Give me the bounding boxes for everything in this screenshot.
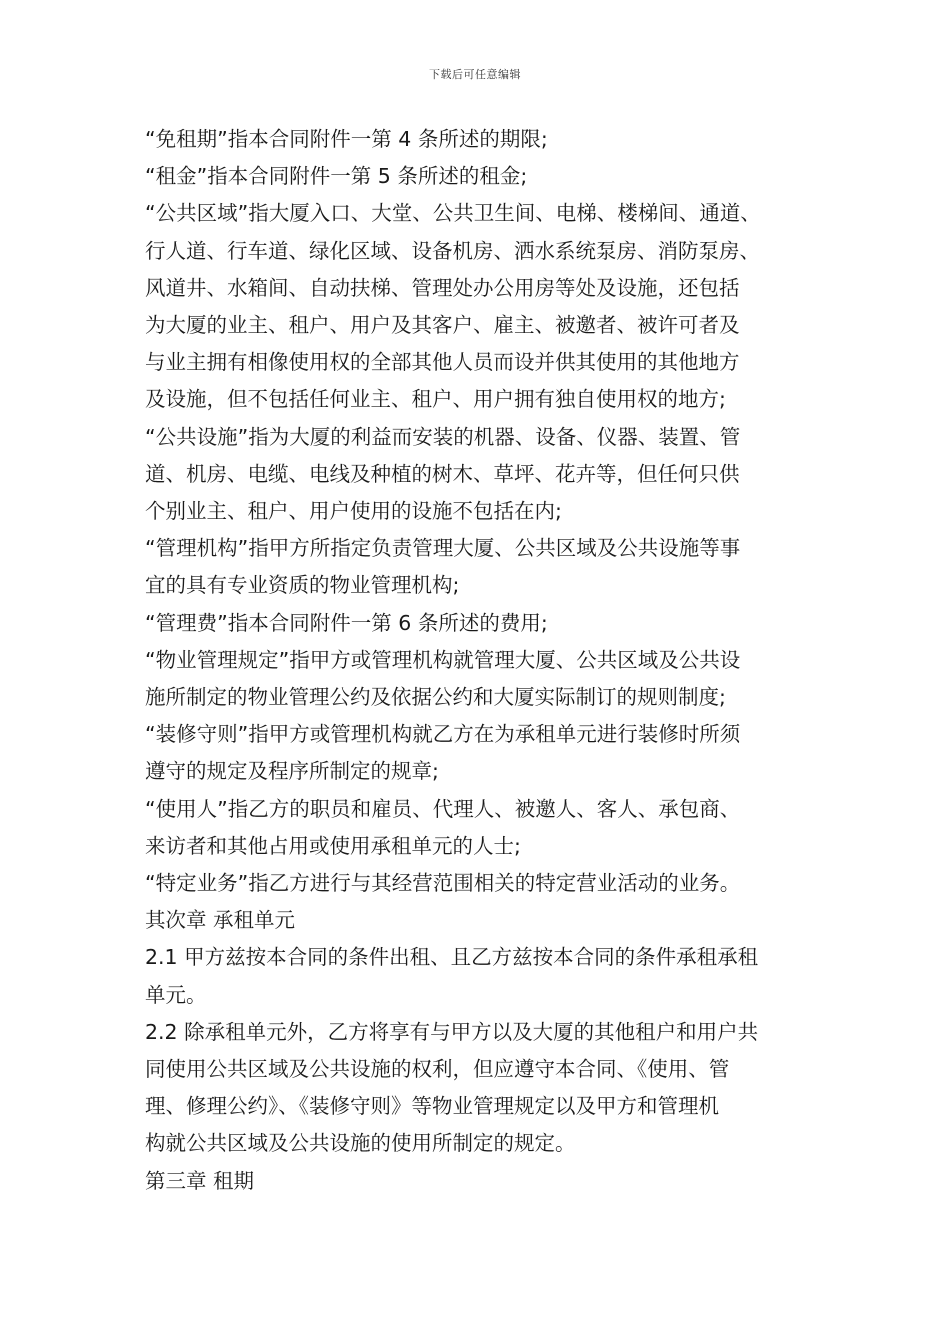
text-line: “管理机构”指甲方所指定负责管理大厦、公共区域及公共设施等事 (145, 536, 741, 561)
text-line: 及设施，但不包括任何业主、租户、用户拥有独自使用权的地方; (145, 387, 726, 412)
text-line: “公共设施”指为大厦的利益而安装的机器、设备、仪器、装置、管 (145, 424, 741, 449)
chapter-heading: 第三章 租期 (145, 1168, 255, 1193)
text-line: 构就公共区域及公共设施的使用所制定的规定。 (145, 1131, 576, 1156)
text-line: 理、修理公约》、《装修守则》等物业管理规定以及甲方和管理机 (145, 1094, 719, 1119)
text-line: 来访者和其他占用或使用承租单元的人士; (145, 833, 521, 858)
text-line: 与业主拥有相像使用权的全部其他人员而设并供其使用的其他地方 (145, 350, 740, 375)
header-note: 下载后可任意编辑 (429, 68, 521, 81)
text-line: 同使用公共区域及公共设施的权利，但应遵守本合同、《使用、管 (145, 1057, 730, 1082)
text-line: 个别业主、租户、用户使用的设施不包括在内; (145, 499, 562, 524)
text-line: 为大厦的业主、租户、用户及其客户、雇主、被邀者、被许可者及 (145, 313, 740, 338)
text-line: “免租期”指本合同附件一第 4 条所述的期限; (145, 127, 548, 151)
text-line: 道、机房、电缆、电线及种植的树木、草坪、花卉等，但任何只供 (145, 461, 740, 486)
text-line: “使用人”指乙方的职员和雇员、代理人、被邀人、客人、承包商、 (145, 796, 741, 821)
text-line: 行人道、行车道、绿化区域、设备机房、洒水系统泵房、消防泵房、 (145, 238, 760, 263)
text-line: 施所制定的物业管理公约及依据公约和大厦实际制订的规则制度; (145, 685, 726, 710)
text-line: 风道井、水箱间、自动扶梯、管理处办公用房等处及设施，还包括 (145, 275, 740, 300)
text-line: “特定业务”指乙方进行与其经营范围相关的特定营业活动的业务。 (145, 871, 741, 896)
text-line: 2.2 除承租单元外，乙方将享有与甲方以及大厦的其他租户和用户共 (145, 1019, 759, 1044)
text-line: “装修守则”指甲方或管理机构就乙方在为承租单元进行装修时所须 (145, 722, 741, 747)
chapter-heading: 其次章 承租单元 (145, 908, 296, 933)
document-body (145, 121, 815, 1200)
text-line: 宜的具有专业资质的物业管理机构; (145, 573, 460, 598)
text-line: “租金”指本合同附件一第 5 条所述的租金; (145, 164, 528, 189)
text-line: 2.1 甲方兹按本合同的条件出租、且乙方兹按本合同的条件承租承租 (145, 945, 759, 970)
text-line: “物业管理规定”指甲方或管理机构就管理大厦、公共区域及公共设 (145, 647, 741, 672)
text-line: “公共区域”指大厦入口、大堂、公共卫生间、电梯、楼梯间、通道、 (145, 201, 761, 226)
text-line: 遵守的规定及程序所制定的规章; (145, 759, 439, 784)
text-line: “管理费”指本合同附件一第 6 条所述的费用; (145, 610, 548, 635)
text-line: 单元。 (145, 982, 207, 1007)
